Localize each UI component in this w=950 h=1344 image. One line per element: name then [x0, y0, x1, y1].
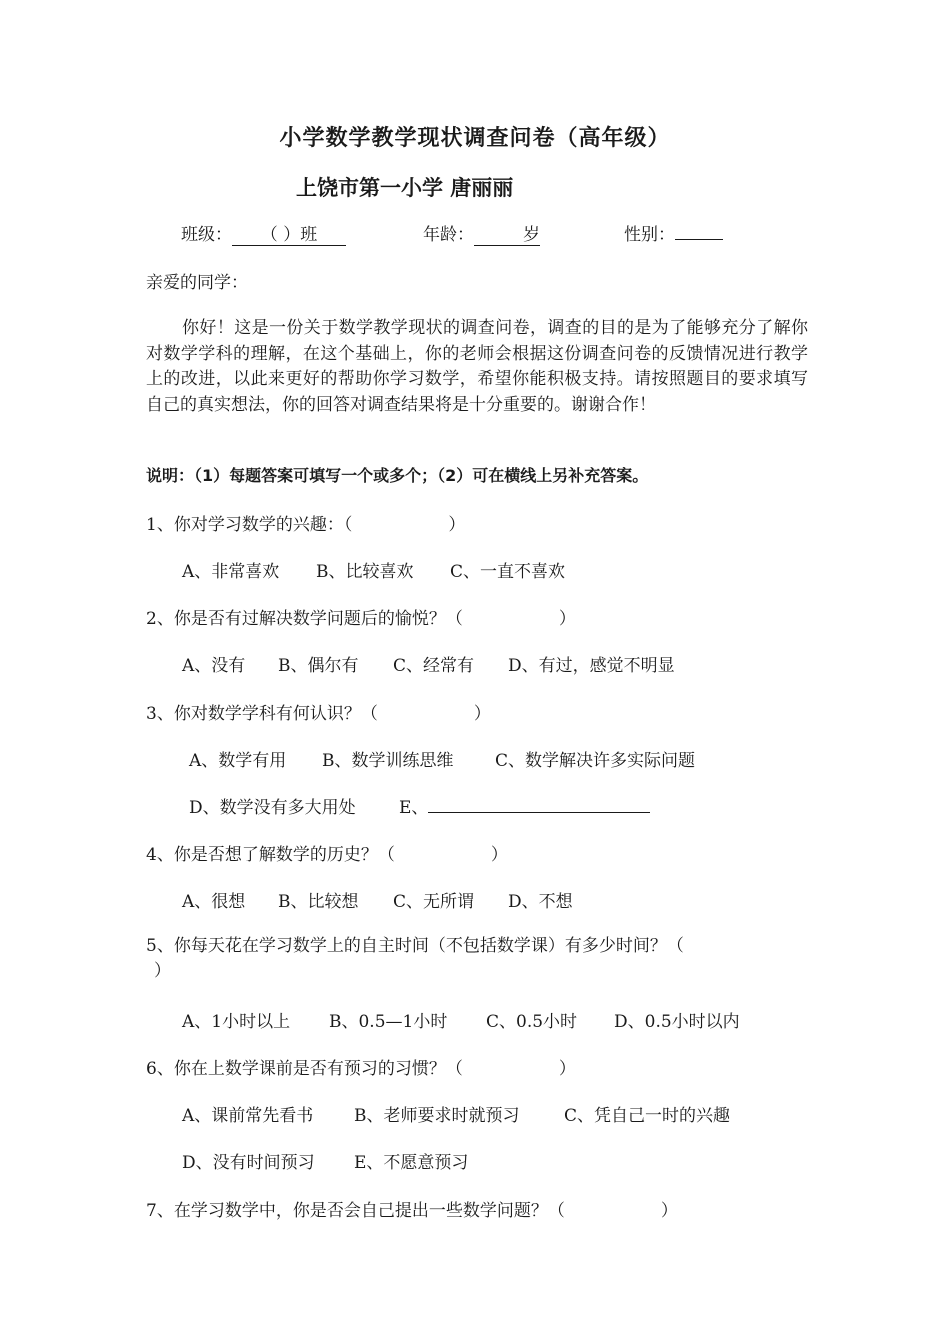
question-text: 3、你对数学学科有何认识？（	[146, 704, 378, 724]
option: C、0.5小时	[486, 1012, 578, 1032]
question-text: 1、你对学习数学的兴趣：（	[146, 515, 353, 535]
answer-paren-close: ）	[660, 1201, 678, 1221]
question-text: 4、你是否想了解数学的历史？（	[146, 845, 395, 865]
question-text: 2、你是否有过解决数学问题后的愉悦？（	[146, 609, 463, 629]
answer-paren-close: ）	[473, 704, 491, 724]
question-6	[146, 1054, 576, 1079]
question-4	[146, 840, 508, 865]
question-2	[146, 604, 576, 629]
option: A、没有	[182, 656, 246, 676]
option: B、0.5—1小时	[329, 1012, 448, 1032]
option: D、数学没有多大用处	[189, 798, 356, 818]
age-field	[423, 220, 540, 246]
answer-paren-close: ）	[154, 961, 171, 981]
option: B、老师要求时就预习	[354, 1106, 520, 1126]
answer-paren-close: ）	[448, 515, 466, 535]
question-1	[146, 510, 465, 535]
gender-field	[624, 220, 723, 245]
question-1-options	[182, 557, 565, 582]
option: B、偶尔有	[278, 656, 359, 676]
option: A、1小时以上	[182, 1012, 291, 1032]
age-label: 年龄：	[423, 225, 474, 245]
option: D、没有时间预习	[182, 1153, 315, 1173]
option: B、比较想	[278, 892, 359, 912]
option: A、课前常先看书	[182, 1106, 314, 1126]
question-6-options-2	[182, 1148, 468, 1173]
gender-label: 性别：	[624, 225, 675, 245]
option: C、数学解决许多实际问题	[495, 751, 696, 771]
option: A、很想	[182, 892, 246, 912]
answer-paren-close: ）	[490, 845, 508, 865]
class-label: 班级：	[181, 225, 232, 245]
instructions-note: 说明：（1）每题答案可填写一个或多个；（2）可在横线上另补充答案。	[146, 466, 649, 485]
option: A、数学有用	[189, 751, 287, 771]
other-answer-blank	[428, 812, 650, 813]
document-subtitle: 上饶市第一小学 唐丽丽	[296, 176, 514, 200]
question-4-options	[182, 887, 573, 912]
option: B、数学训练思维	[322, 751, 454, 771]
age-blank: 岁	[474, 225, 540, 246]
option: A、非常喜欢	[182, 562, 280, 582]
option: C、经常有	[393, 656, 475, 676]
option: B、比较喜欢	[316, 562, 414, 582]
option: D、0.5小时以内	[614, 1012, 740, 1032]
option: C、无所谓	[393, 892, 475, 912]
question-3-options	[189, 746, 695, 771]
question-3-options-2	[189, 793, 650, 818]
gender-blank	[675, 239, 723, 240]
class-field	[181, 220, 346, 246]
option: E、	[399, 798, 429, 818]
question-6-options	[182, 1101, 730, 1126]
class-blank: （ ）班	[232, 225, 346, 246]
intro-paragraph: 你好！这是一份关于数学教学现状的调查问卷，调查的目的是为了能够充分了解你对数学学科的理解，在这个基础上，你的老师会根据这份调查问卷的反馈情况进行教学上的改进，以此来更好的帮助你学习数学，希望你能积极支持。请按照题目的要求填写自己的真实想法，你的回答对调查结果将是十分重要的。谢谢合作！	[146, 318, 808, 415]
question-text: 7、在学习数学中，你是否会自己提出一些数学问题？（	[146, 1201, 565, 1221]
answer-paren-close: ）	[558, 609, 576, 629]
question-5-options	[182, 1007, 740, 1032]
option: C、凭自己一时的兴趣	[564, 1106, 731, 1126]
question-3	[146, 699, 491, 724]
document-title: 小学数学教学现状调查问卷（高年级）	[279, 125, 671, 151]
question-5	[146, 934, 746, 984]
answer-paren-close: ）	[558, 1059, 576, 1079]
question-2-options	[182, 651, 675, 676]
option: C、一直不喜欢	[450, 562, 566, 582]
option: D、不想	[508, 892, 573, 912]
option: D、有过，感觉不明显	[508, 656, 675, 676]
option: E、不愿意预习	[354, 1153, 469, 1173]
question-text: 5、你每天花在学习数学上的自主时间（不包括数学课）有多少时间？（	[146, 936, 684, 956]
greeting: 亲爱的同学：	[146, 273, 248, 293]
question-7	[146, 1196, 678, 1221]
question-text: 6、你在上数学课前是否有预习的习惯？（	[146, 1059, 463, 1079]
